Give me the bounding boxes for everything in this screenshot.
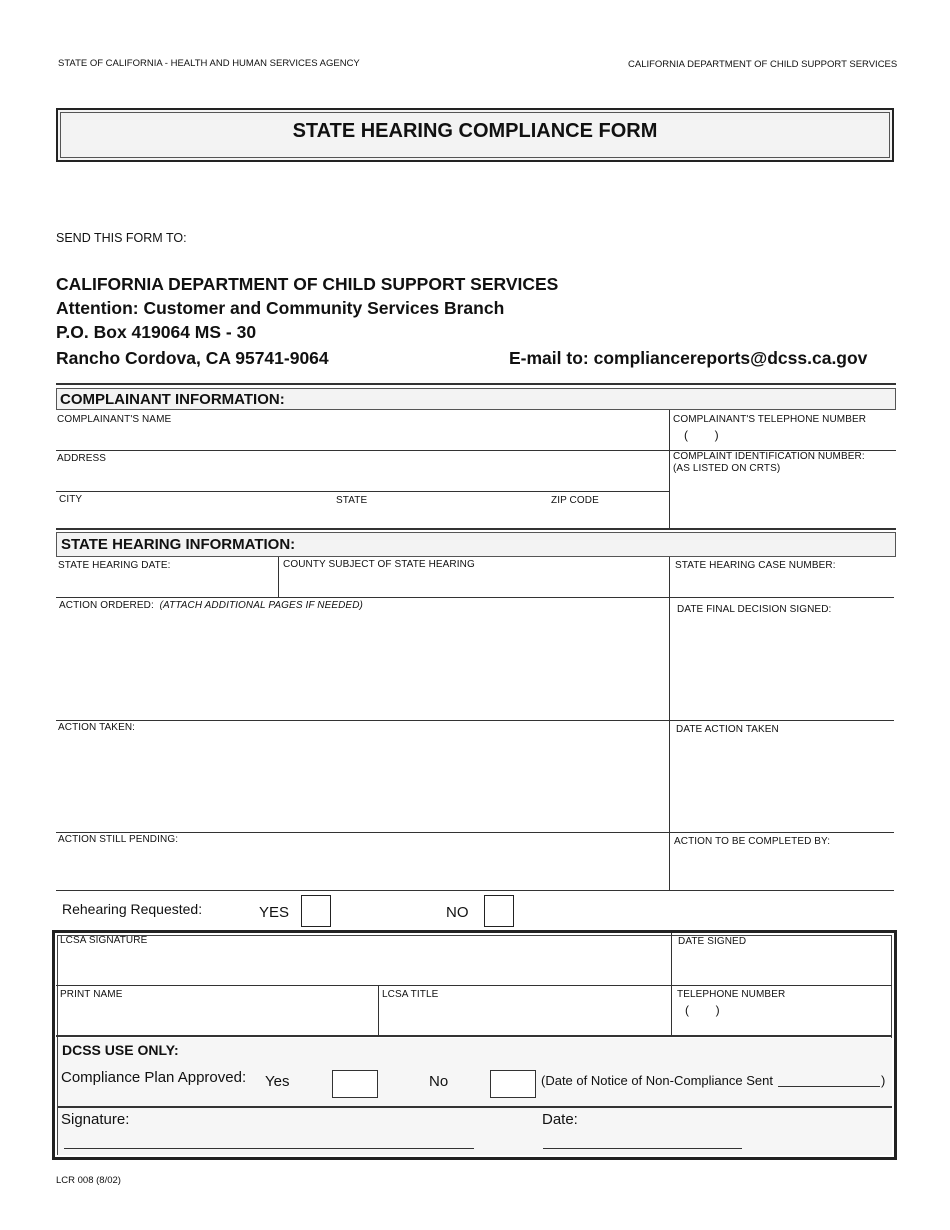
lcsa-title-field[interactable]: [382, 1003, 666, 1031]
case-number-field[interactable]: [673, 574, 891, 594]
email-line: E-mail to: compliancereports@dcss.ca.gov: [509, 348, 868, 368]
complainant-phone-field[interactable]: ( ): [684, 428, 719, 442]
row-divider: [56, 890, 894, 891]
complainant-name-label: COMPLAINANT'S NAME: [57, 414, 172, 425]
column-divider: [278, 557, 279, 597]
form-code: LCR 008 (8/02): [56, 1175, 121, 1186]
date-final-decision-label: DATE FINAL DECISION SIGNED:: [677, 604, 832, 615]
city-label: CITY: [59, 494, 83, 505]
rehearing-label: Rehearing Requested:: [62, 901, 203, 917]
complainant-section-header: [56, 388, 896, 410]
city-field[interactable]: [58, 506, 328, 526]
dcss-signature-line[interactable]: [64, 1148, 474, 1149]
plan-yes-checkbox[interactable]: [332, 1070, 378, 1098]
plan-no-label: No: [429, 1073, 449, 1090]
action-ordered-label: [59, 600, 363, 611]
address-label: ADDRESS: [57, 453, 107, 464]
department-header: CALIFORNIA DEPARTMENT OF CHILD SUPPORT SERVICES: [628, 59, 898, 70]
row-divider: [56, 491, 669, 492]
lcsa-title-label: LCSA TITLE: [382, 989, 439, 1000]
state-field[interactable]: [334, 506, 544, 526]
notice-date-field[interactable]: [778, 1086, 880, 1087]
county-label: COUNTY SUBJECT OF STATE HEARING: [283, 559, 475, 570]
compliance-plan-label: Compliance Plan Approved:: [61, 1069, 247, 1086]
row-divider: [56, 1035, 892, 1037]
action-ordered-note: (ATTACH ADDITIONAL PAGES IF NEEDED): [159, 600, 363, 611]
hearing-date-label: STATE HEARING DATE:: [58, 560, 171, 571]
lcsa-signature-label: LCSA SIGNATURE: [60, 935, 148, 946]
dcss-date-line[interactable]: [543, 1148, 742, 1149]
complainant-phone-label: COMPLAINANT'S TELEPHONE NUMBER: [673, 414, 867, 425]
complete-by-field[interactable]: [673, 850, 891, 886]
state-label: STATE: [336, 495, 368, 506]
agency-header: STATE OF CALIFORNIA - HEALTH AND HUMAN SERVICES AGENCY: [58, 58, 360, 69]
telephone-field[interactable]: ( ): [685, 1003, 720, 1017]
rehearing-no-label: NO: [446, 904, 469, 921]
action-ordered-field[interactable]: [58, 616, 664, 716]
plan-yes-label: Yes: [265, 1073, 290, 1090]
row-divider: [56, 720, 894, 721]
row-divider: [56, 985, 892, 986]
send-to-label: SEND THIS FORM TO:: [56, 231, 187, 245]
telephone-label: TELEPHONE NUMBER: [677, 989, 786, 1000]
row-divider: [56, 528, 896, 530]
section-divider: [56, 383, 896, 385]
date-final-decision-field[interactable]: [673, 618, 891, 716]
row-divider: [56, 832, 894, 833]
hearing-date-field[interactable]: [58, 574, 273, 594]
date-action-taken-label: DATE ACTION TAKEN: [676, 724, 779, 735]
rehearing-no-checkbox[interactable]: [484, 895, 514, 927]
complainant-section-title: COMPLAINANT INFORMATION:: [60, 391, 285, 408]
print-name-field[interactable]: [60, 1003, 374, 1031]
notice-date-close: ): [881, 1073, 886, 1088]
address-line-1: CALIFORNIA DEPARTMENT OF CHILD SUPPORT SERVICES: [56, 274, 559, 294]
title-box: [56, 108, 894, 162]
complaint-id-label: COMPLAINT IDENTIFICATION NUMBER:: [673, 451, 865, 462]
hearing-section-title: STATE HEARING INFORMATION:: [61, 536, 296, 553]
action-pending-field[interactable]: [58, 848, 664, 886]
date-action-taken-field[interactable]: [673, 738, 891, 828]
form-title: STATE HEARING COMPLIANCE FORM: [292, 120, 658, 142]
address-field[interactable]: [58, 466, 664, 488]
hearing-section-header: [56, 532, 896, 557]
complainant-name-field[interactable]: [58, 428, 664, 448]
dcss-signature-label: Signature:: [61, 1111, 130, 1128]
complaint-id-sublabel: (AS LISTED ON CRTS): [673, 463, 781, 474]
county-field[interactable]: [282, 574, 664, 594]
column-divider: [669, 557, 670, 890]
column-divider: [669, 410, 670, 529]
zip-field[interactable]: [549, 506, 664, 526]
case-number-label: STATE HEARING CASE NUMBER:: [675, 560, 836, 571]
print-name-label: PRINT NAME: [60, 989, 123, 1000]
action-pending-label: ACTION STILL PENDING:: [58, 834, 179, 845]
column-divider: [671, 933, 672, 1035]
complete-by-label: ACTION TO BE COMPLETED BY:: [674, 836, 831, 847]
date-signed-label: DATE SIGNED: [678, 936, 747, 947]
lcsa-signature-field[interactable]: [60, 950, 666, 982]
address-line-2: Attention: Customer and Community Services Branch: [56, 298, 505, 318]
action-ordered-text: ACTION ORDERED:: [59, 600, 154, 611]
rehearing-yes-checkbox[interactable]: [301, 895, 331, 927]
action-taken-field[interactable]: [58, 738, 664, 828]
row-divider: [56, 597, 894, 598]
dcss-heading: DCSS USE ONLY:: [62, 1042, 179, 1058]
zip-label: ZIP CODE: [551, 495, 599, 506]
date-signed-field[interactable]: [676, 950, 888, 982]
column-divider: [378, 985, 379, 1035]
address-line-4: Rancho Cordova, CA 95741-9064: [56, 348, 329, 368]
complaint-id-field[interactable]: [672, 478, 890, 524]
action-taken-label: ACTION TAKEN:: [58, 722, 136, 733]
row-divider: [58, 1106, 892, 1108]
rehearing-yes-label: YES: [259, 904, 290, 921]
notice-date-label: (Date of Notice of Non-Compliance Sent: [541, 1073, 773, 1088]
dcss-use-area: [58, 1038, 892, 1155]
dcss-date-label: Date:: [542, 1111, 578, 1128]
address-line-3: P.O. Box 419064 MS - 30: [56, 322, 257, 342]
plan-no-checkbox[interactable]: [490, 1070, 536, 1098]
